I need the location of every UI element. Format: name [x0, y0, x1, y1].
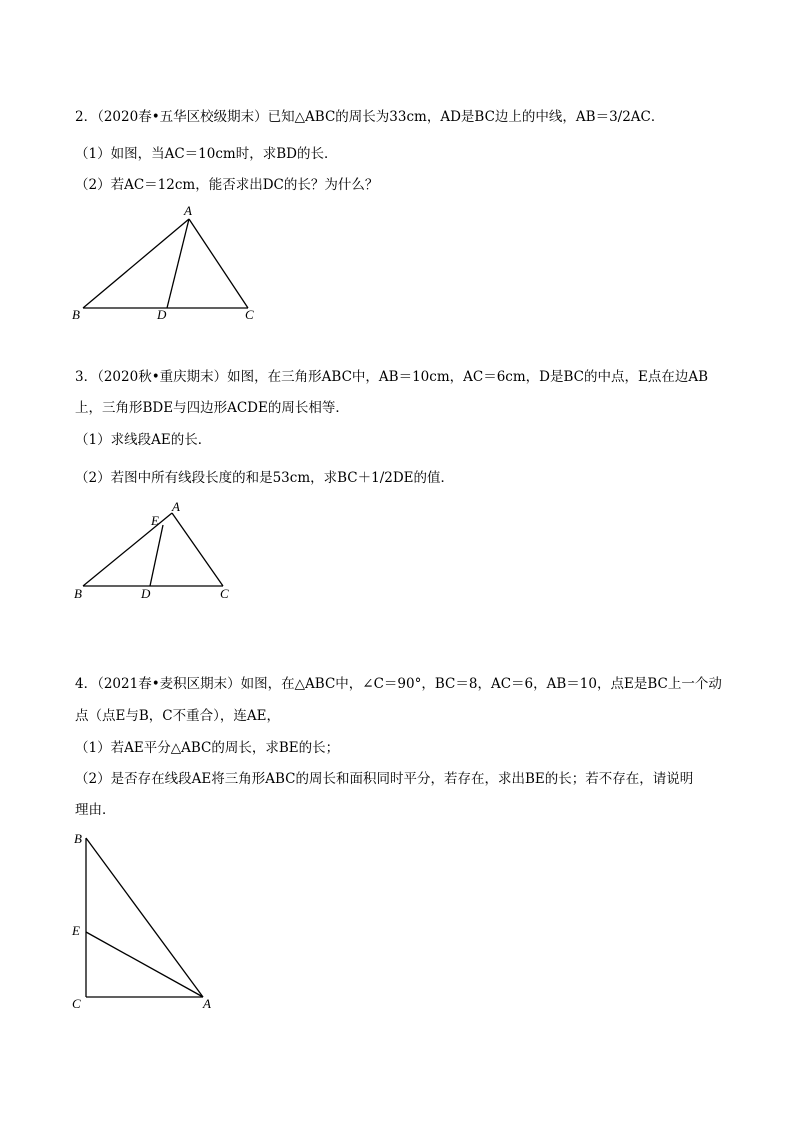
problem-3-part-1: （1）求线段AE的长．	[75, 432, 212, 448]
problem-3-stem-line-1: 3．（2020秋•重庆期末）如图，在三角形ABC中，AB＝10cm，AC＝6cm，D是BC的中点，E点在边AB	[75, 369, 708, 385]
problem-4-part-1: （1）若AE平分△ABC的周长，求BE的长；	[75, 740, 340, 756]
problem-4-stem-line-1: 4．（2021春•麦积区期末）如图，在△ABC中，∠C＝90°，BC＝8，AC＝6，AB＝10，点E是BC上一个动	[75, 676, 722, 692]
problem-3-stem-line-2: 上，三角形BDE与四边形ACDE的周长相等．	[75, 400, 349, 416]
vertex-label-a: A	[203, 996, 211, 1011]
problem-2-stem: 2．（2020春•五华区校级期末）已知△ABC的周长为33cm，AD是BC边上的中线，AB＝3/2AC．	[75, 109, 665, 125]
vertex-label-c: C	[72, 996, 81, 1011]
vertex-label-e: E	[72, 923, 80, 938]
segment-ac	[172, 513, 223, 586]
problem-4-part-2-line-2: 理由．	[75, 802, 116, 818]
segment-ab	[83, 219, 189, 308]
vertex-label-e: E	[151, 513, 159, 528]
segment-ad	[167, 219, 189, 308]
vertex-label-a: A	[184, 203, 192, 218]
problem-3-part-2: （2）若图中所有线段长度的和是53cm，求BC＋1/2DE的值．	[75, 470, 455, 486]
problem-4-part-2-line-1: （2）是否存在线段AE将三角形ABC的周长和面积同时平分，若存在，求出BE的长；若不存在，请说明	[75, 771, 694, 787]
vertex-label-b: B	[74, 831, 82, 846]
problem-4-stem-line-2: 点（点E与B，C不重合），连AE，	[75, 708, 280, 724]
segment-ac	[189, 219, 248, 308]
figure-problem-2	[83, 219, 248, 308]
vertex-label-c: C	[245, 307, 254, 322]
vertex-label-c: C	[220, 586, 229, 601]
figure-problem-4	[86, 838, 203, 997]
segment-ab	[86, 838, 203, 997]
problem-2-part-2: （2）若AC＝12cm，能否求出DC的长？为什么？	[75, 177, 379, 193]
vertex-label-d: D	[157, 307, 167, 322]
vertex-label-d: D	[141, 586, 151, 601]
segment-de	[150, 525, 163, 586]
segment-ae	[86, 932, 203, 997]
vertex-label-b: B	[74, 586, 82, 601]
problem-2-part-1: （1）如图，当AC＝10cm时，求BD的长．	[75, 146, 338, 162]
vertex-label-a: A	[172, 499, 180, 514]
vertex-label-b: B	[72, 307, 80, 322]
